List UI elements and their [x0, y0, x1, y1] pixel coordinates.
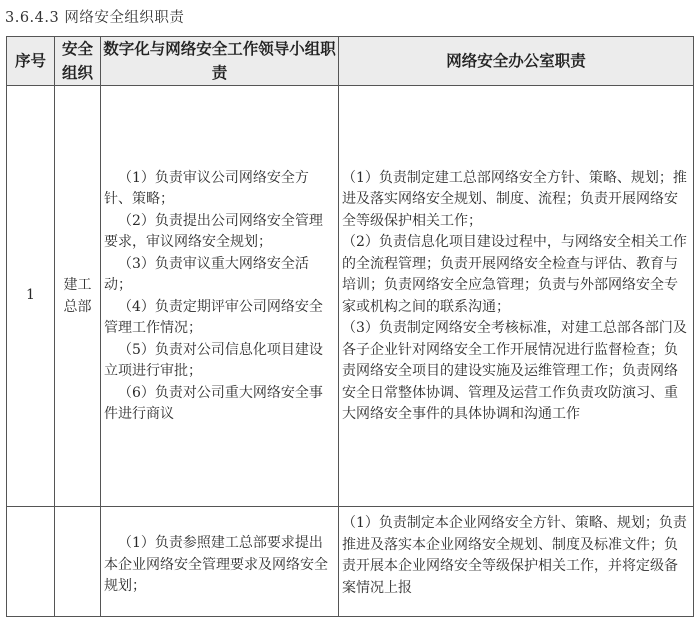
table-row [7, 507, 694, 617]
leader-duty-item: （3）负责审议重大网络安全活动； [104, 255, 309, 293]
header-office-duties: 网络安全办公室职责 [339, 37, 694, 86]
table-row [7, 86, 694, 507]
office-duty-item: （1）负责制定建工总部网络安全方针、策略、规划；推进及落实网络安全规划、制度、流程；负责开展网络安全等级保护相关工作； [342, 169, 687, 229]
leader-duties-cell [101, 507, 339, 617]
office-duties-cell [339, 86, 694, 507]
leader-duty-item: （1）负责审议公司网络安全方针、策略； [104, 169, 309, 207]
leader-duty-item: （6）负责对公司重大网络安全事件进行商议 [104, 384, 323, 422]
section-title: 3.6.4.3 网络安全组织职责 [5, 10, 185, 26]
leader-duties-cell [101, 86, 339, 507]
serial-cell [7, 507, 55, 617]
duties-table [6, 36, 694, 617]
office-duty-item: （2）负责信息化项目建设过程中，与网络安全相关工作的全流程管理；负责开展网络安全检查与评估、教育与培训；负责网络安全应急管理；负责与外部网络安全专家或机构之间的联系沟通； [342, 234, 687, 315]
header-serial: 序号 [7, 37, 55, 86]
office-duties-cell [339, 507, 694, 617]
leader-duty-item: （1）负责参照建工总部要求提出本企业网络安全管理要求及网络安全规划； [104, 535, 328, 594]
office-duty-item: （3）负责制定网络安全考核标准，对建工总部各部门及各子企业针对网络安全工作开展情况进行监督检查；负责网络安全项目的建设实施及运维管理工作；负责网络安全日常整体协调、管理及运营工作负责攻防演习、重大网络安全事件的具体协调和沟通工作 [342, 320, 687, 422]
serial-cell: 1 [7, 86, 55, 507]
header-org: 安全组织 [55, 37, 101, 86]
office-duty-item: （1）负责制定本企业网络安全方针、策略、规划；负责推进及落实本企业网络安全规划、制度及标准文件；负责开展本企业网络安全等级保护相关工作，并将定级备案情况上报 [342, 515, 687, 596]
leader-duty-item: （5）负责对公司信息化项目建设立项进行审批； [104, 341, 323, 379]
header-leader-duties: 数字化与网络安全工作领导小组职责 [101, 37, 339, 86]
header-row [7, 37, 694, 86]
leader-duty-item: （2）负责提出公司网络安全管理要求，审议网络安全规划； [104, 212, 323, 250]
leader-duty-item: （4）负责定期评审公司网络安全管理工作情况； [104, 298, 323, 336]
org-cell [55, 507, 101, 617]
org-cell: 建工总部 [55, 86, 101, 507]
